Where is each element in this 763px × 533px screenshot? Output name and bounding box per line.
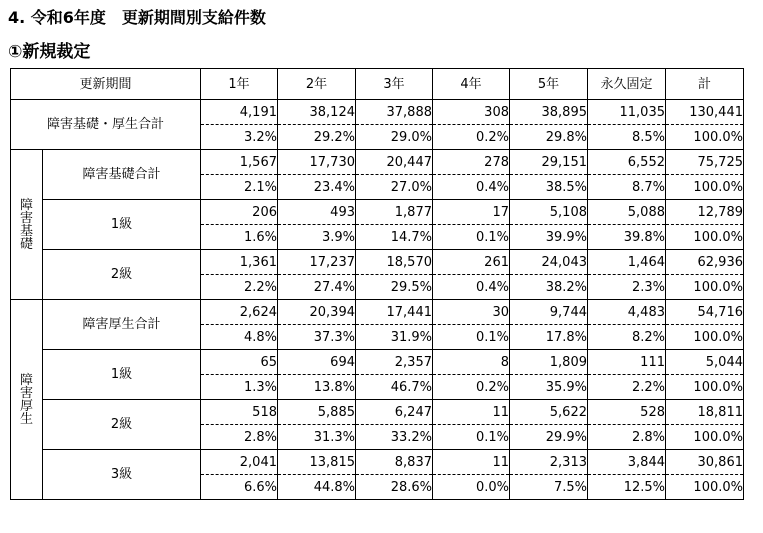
group-label-char: 障 xyxy=(19,197,33,213)
percent-cell: 8.5% xyxy=(588,125,666,150)
percent-cell: 1.6% xyxy=(201,225,278,250)
group-label-char: 生 xyxy=(19,411,33,427)
count-cell: 111 xyxy=(588,350,666,375)
row-label: 2級 xyxy=(43,250,201,300)
count-cell: 29,151 xyxy=(510,150,588,175)
percent-cell: 27.0% xyxy=(356,175,433,200)
count-cell: 54,716 xyxy=(666,300,744,325)
percent-cell: 27.4% xyxy=(278,275,356,300)
percent-cell: 100.0% xyxy=(666,175,744,200)
group-label-char: 害 xyxy=(19,210,33,226)
percent-cell: 100.0% xyxy=(666,275,744,300)
group-label-char: 害 xyxy=(19,385,33,401)
percent-cell: 4.8% xyxy=(201,325,278,350)
percent-cell: 35.9% xyxy=(510,375,588,400)
renewal-period-table xyxy=(10,68,744,500)
table-row xyxy=(11,300,744,325)
count-cell: 6,247 xyxy=(356,400,433,425)
count-cell: 12,789 xyxy=(666,200,744,225)
count-cell: 206 xyxy=(201,200,278,225)
count-cell: 18,811 xyxy=(666,400,744,425)
percent-cell: 29.8% xyxy=(510,125,588,150)
group-label-char: 基 xyxy=(19,223,33,239)
percent-cell: 39.8% xyxy=(588,225,666,250)
count-cell: 5,622 xyxy=(510,400,588,425)
table-row xyxy=(11,400,744,425)
percent-cell: 8.2% xyxy=(588,325,666,350)
count-cell: 5,885 xyxy=(278,400,356,425)
count-cell: 493 xyxy=(278,200,356,225)
column-header: 計 xyxy=(666,69,744,100)
column-header: 4年 xyxy=(433,69,510,100)
count-cell: 1,877 xyxy=(356,200,433,225)
table-row xyxy=(11,100,744,125)
table-row xyxy=(11,250,744,275)
count-cell: 37,888 xyxy=(356,100,433,125)
row-label: 1級 xyxy=(43,200,201,250)
percent-cell: 33.2% xyxy=(356,425,433,450)
percent-cell: 0.4% xyxy=(433,275,510,300)
count-cell: 528 xyxy=(588,400,666,425)
count-cell: 17,441 xyxy=(356,300,433,325)
count-cell: 308 xyxy=(433,100,510,125)
percent-cell: 17.8% xyxy=(510,325,588,350)
row-label: 1級 xyxy=(43,350,201,400)
count-cell: 20,447 xyxy=(356,150,433,175)
count-cell: 38,124 xyxy=(278,100,356,125)
table-row xyxy=(11,350,744,375)
percent-cell: 2.2% xyxy=(588,375,666,400)
percent-cell: 38.2% xyxy=(510,275,588,300)
count-cell: 13,815 xyxy=(278,450,356,475)
table-row xyxy=(11,450,744,475)
group-label xyxy=(11,150,43,300)
count-cell: 18,570 xyxy=(356,250,433,275)
column-header: 3年 xyxy=(356,69,433,100)
count-cell: 75,725 xyxy=(666,150,744,175)
table-row xyxy=(11,200,744,225)
count-cell: 11 xyxy=(433,400,510,425)
percent-cell: 14.7% xyxy=(356,225,433,250)
count-cell: 1,809 xyxy=(510,350,588,375)
count-cell: 1,361 xyxy=(201,250,278,275)
count-cell: 4,191 xyxy=(201,100,278,125)
count-cell: 65 xyxy=(201,350,278,375)
count-cell: 2,041 xyxy=(201,450,278,475)
row-label: 3級 xyxy=(43,450,201,500)
percent-cell: 46.7% xyxy=(356,375,433,400)
table-body xyxy=(11,100,744,500)
table-row xyxy=(11,150,744,175)
count-cell: 5,044 xyxy=(666,350,744,375)
count-cell: 11 xyxy=(433,450,510,475)
percent-cell: 44.8% xyxy=(278,475,356,500)
percent-cell: 23.4% xyxy=(278,175,356,200)
percent-cell: 2.2% xyxy=(201,275,278,300)
percent-cell: 0.0% xyxy=(433,475,510,500)
percent-cell: 29.5% xyxy=(356,275,433,300)
row-label: 障害厚生合計 xyxy=(43,300,201,350)
percent-cell: 29.9% xyxy=(510,425,588,450)
percent-cell: 1.3% xyxy=(201,375,278,400)
count-cell: 8,837 xyxy=(356,450,433,475)
count-cell: 2,624 xyxy=(201,300,278,325)
percent-cell: 8.7% xyxy=(588,175,666,200)
percent-cell: 2.8% xyxy=(588,425,666,450)
count-cell: 5,108 xyxy=(510,200,588,225)
percent-cell: 100.0% xyxy=(666,375,744,400)
count-cell: 17,237 xyxy=(278,250,356,275)
count-cell: 518 xyxy=(201,400,278,425)
percent-cell: 6.6% xyxy=(201,475,278,500)
percent-cell: 100.0% xyxy=(666,425,744,450)
percent-cell: 3.9% xyxy=(278,225,356,250)
count-cell: 17,730 xyxy=(278,150,356,175)
count-cell: 3,844 xyxy=(588,450,666,475)
percent-cell: 7.5% xyxy=(510,475,588,500)
percent-cell: 28.6% xyxy=(356,475,433,500)
percent-cell: 100.0% xyxy=(666,475,744,500)
percent-cell: 0.4% xyxy=(433,175,510,200)
percent-cell: 100.0% xyxy=(666,325,744,350)
count-cell: 694 xyxy=(278,350,356,375)
count-cell: 1,567 xyxy=(201,150,278,175)
percent-cell: 2.1% xyxy=(201,175,278,200)
percent-cell: 39.9% xyxy=(510,225,588,250)
count-cell: 11,035 xyxy=(588,100,666,125)
column-header: 2年 xyxy=(278,69,356,100)
row-label: 2級 xyxy=(43,400,201,450)
percent-cell: 0.2% xyxy=(433,125,510,150)
column-header: 1年 xyxy=(201,69,278,100)
period-header: 更新期間 xyxy=(11,69,201,100)
percent-cell: 0.1% xyxy=(433,225,510,250)
count-cell: 30,861 xyxy=(666,450,744,475)
group-label-char: 厚 xyxy=(19,398,33,414)
count-cell: 2,313 xyxy=(510,450,588,475)
column-header: 永久固定 xyxy=(588,69,666,100)
total-row-label: 障害基礎・厚生合計 xyxy=(11,100,201,150)
percent-cell: 29.2% xyxy=(278,125,356,150)
section-title: ①新規裁定 xyxy=(8,42,91,62)
percent-cell: 13.8% xyxy=(278,375,356,400)
percent-cell: 3.2% xyxy=(201,125,278,150)
percent-cell: 12.5% xyxy=(588,475,666,500)
count-cell: 38,895 xyxy=(510,100,588,125)
count-cell: 5,088 xyxy=(588,200,666,225)
group-label xyxy=(11,300,43,500)
percent-cell: 2.3% xyxy=(588,275,666,300)
count-cell: 278 xyxy=(433,150,510,175)
percent-cell: 37.3% xyxy=(278,325,356,350)
column-header: 5年 xyxy=(510,69,588,100)
count-cell: 261 xyxy=(433,250,510,275)
page-title: 4. 令和6年度 更新期間別支給件数 xyxy=(8,8,266,27)
percent-cell: 0.2% xyxy=(433,375,510,400)
count-cell: 30 xyxy=(433,300,510,325)
percent-cell: 2.8% xyxy=(201,425,278,450)
group-label-char: 礎 xyxy=(19,236,33,252)
count-cell: 62,936 xyxy=(666,250,744,275)
count-cell: 17 xyxy=(433,200,510,225)
row-label: 障害基礎合計 xyxy=(43,150,201,200)
percent-cell: 100.0% xyxy=(666,225,744,250)
percent-cell: 0.1% xyxy=(433,325,510,350)
count-cell: 20,394 xyxy=(278,300,356,325)
count-cell: 24,043 xyxy=(510,250,588,275)
table-header-row xyxy=(11,69,744,100)
group-label-char: 障 xyxy=(19,372,33,388)
count-cell: 1,464 xyxy=(588,250,666,275)
percent-cell: 0.1% xyxy=(433,425,510,450)
count-cell: 8 xyxy=(433,350,510,375)
count-cell: 2,357 xyxy=(356,350,433,375)
percent-cell: 31.9% xyxy=(356,325,433,350)
percent-cell: 31.3% xyxy=(278,425,356,450)
count-cell: 4,483 xyxy=(588,300,666,325)
percent-cell: 29.0% xyxy=(356,125,433,150)
percent-cell: 38.5% xyxy=(510,175,588,200)
count-cell: 6,552 xyxy=(588,150,666,175)
count-cell: 9,744 xyxy=(510,300,588,325)
percent-cell: 100.0% xyxy=(666,125,744,150)
count-cell: 130,441 xyxy=(666,100,744,125)
